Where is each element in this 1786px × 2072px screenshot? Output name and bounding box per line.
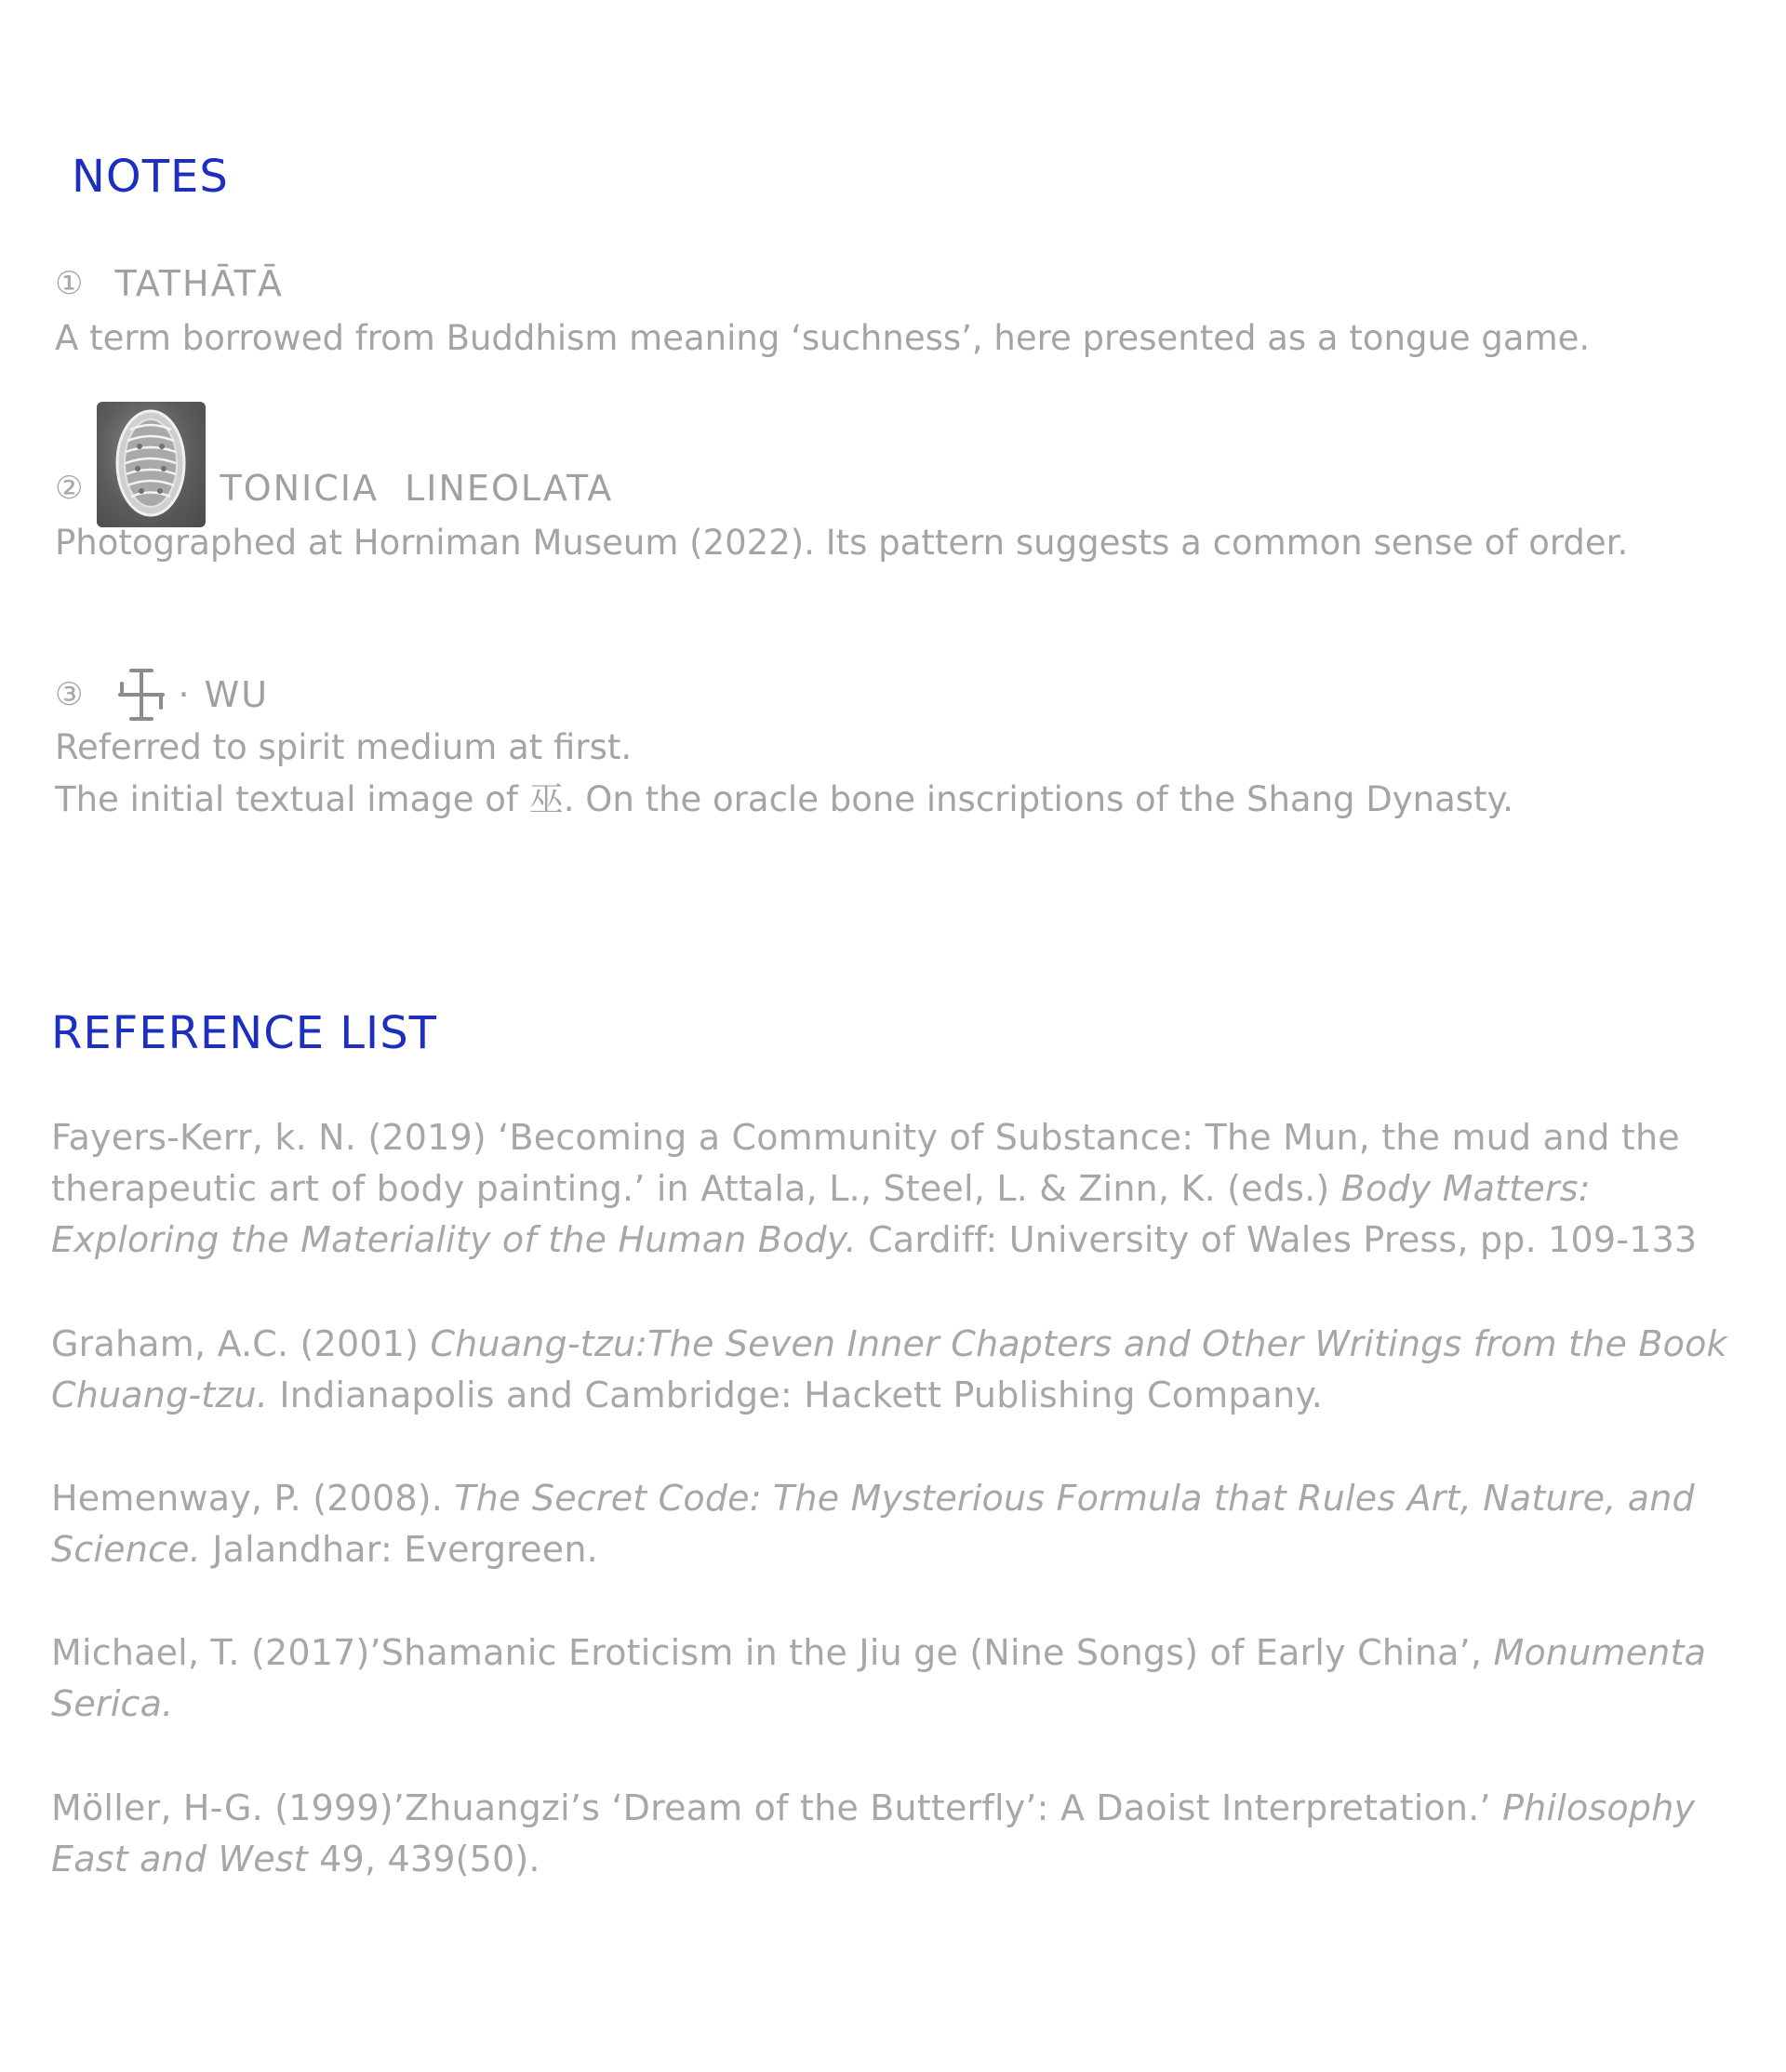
reference-author-title: Graham, A.C. (2001) [51,1323,431,1364]
reference-author-title: Michael, T. (2017)’Shamanic Eroticism in the Jiu ge (Nine Songs) of Early China’, [51,1632,1494,1673]
reference-author-title: Fayers-Kerr, k. N. (2019) ‘Becoming a Community of Substance: The Mun, the mud and the therapeutic art of body painting.’ in Attala, L., Steel, L. & Zinn, K. (eds.) [51,1117,1680,1209]
oracle-bone-wu-glyph [114,667,168,723]
reference-italic-title: Chuang-tzu:The Seven Inner Chapters and Other Writings from the Book Chuang-tzu. [51,1323,1727,1415]
reference-author-title: Möller, H-G. (1999)’Zhuangzi’s ‘Dream of the Butterfly’: A Daoist Interpretation.’ [51,1787,1503,1828]
reference-list-heading: REFERENCE LIST [51,1007,437,1059]
note-1-text: A term borrowed from Buddhism meaning ‘suchness’, here presented as a tongue game. [55,318,1591,358]
note-1-title-row [55,263,284,304]
note-3-title-row [55,667,269,723]
note-1-number: ① [55,265,86,302]
reference-entry [51,1319,1763,1421]
note-2-number: ② [55,470,86,507]
note-2-title-row [55,468,613,509]
reference-entry [51,1783,1763,1885]
reference-italic-title: Monumenta Serica. [51,1632,1707,1724]
reference-italic-title: Body Matters: Exploring the Materiality of the Human Body. [51,1168,1591,1260]
note-2-title: TONICIA LINEOLATA [220,468,614,509]
reference-italic-title: The Secret Code: The Mysterious Formula that Rules Art, Nature, and Science. [51,1478,1695,1570]
reference-entry [51,1627,1763,1730]
note-3-text-1: Referred to spirit medium at first. [55,727,633,767]
note-3-text-2: The initial textual image of 巫. On the oracle bone inscriptions of the Shang Dynasty. [55,779,1513,819]
note-2-text: Photographed at Horniman Museum (2022). Its pattern suggests a common sense of order. [55,523,1629,563]
reference-entry [51,1112,1763,1266]
reference-author-title: Hemenway, P. (2008). [51,1478,455,1519]
notes-heading: NOTES [72,151,229,203]
reference-entry [51,1473,1763,1575]
note-3-title: · WU [178,674,270,715]
reference-publisher: 49, 439(50). [307,1839,540,1879]
reference-publisher: Cardiff: University of Wales Press, pp. 109-133 [856,1219,1698,1260]
reference-publisher: Jalandhar: Evergreen. [201,1529,598,1570]
reference-italic-title: Philosophy East and West [51,1787,1696,1879]
note-1-title: TATHĀTĀ [114,263,284,304]
note-3-number: ③ [55,676,86,713]
reference-publisher: Indianapolis and Cambridge: Hackett Publishing Company. [268,1375,1323,1415]
